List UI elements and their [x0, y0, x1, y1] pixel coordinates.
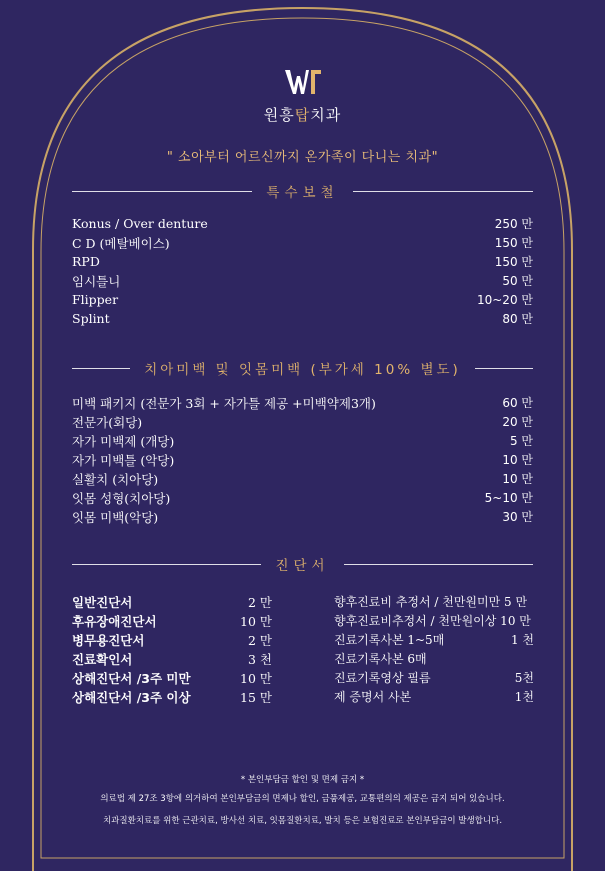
item-price: 1천: [514, 690, 534, 704]
item-name: 향후진료비 추정서 / 천만원미만 5 만: [334, 595, 528, 609]
clinic-name-part1: 원흥: [263, 106, 295, 124]
divider-line: [72, 368, 130, 369]
item-price: 10~20 만: [476, 293, 533, 307]
item-price: 80 만: [502, 312, 533, 326]
item-price: 250 만: [494, 217, 533, 231]
section-header-certificates: [72, 554, 533, 574]
price-row: [72, 687, 272, 706]
notice-text: 의료법 제 27조 3항에 의거하여 본인부담금의 면제나 할인, 금품제공, 교통편의의 제공은 금지 되어 있습니다.: [100, 794, 505, 804]
item-price: 2 만: [247, 594, 272, 610]
clinic-name-part3: 치과: [310, 106, 342, 124]
section-title: 진단서: [275, 558, 330, 574]
price-row: [72, 450, 533, 469]
item-name: 미백 패키지 (전문가 3회 + 자가틀 제공 +미백약제3개): [72, 395, 376, 411]
price-row: [72, 309, 533, 328]
item-name: 임시틀니: [72, 273, 121, 289]
item-name: 실활치 (치아당): [72, 471, 159, 487]
item-price: 30 만: [502, 510, 533, 524]
item-price: 5 만: [509, 434, 533, 448]
item-price: 5천: [514, 671, 534, 685]
price-row: [334, 611, 534, 630]
item-price: 50 만: [502, 274, 533, 288]
price-row: [72, 611, 272, 630]
item-price: 5~10 만: [484, 491, 533, 505]
divider-line: [353, 191, 533, 192]
item-price: 10 만: [240, 670, 272, 686]
item-price: 3 천: [247, 651, 272, 667]
item-name: 자가 미백틀 (악당): [72, 452, 175, 468]
price-row: [334, 687, 534, 706]
price-list-prosthetics: [72, 214, 533, 328]
item-name: 후유장애진단서: [72, 613, 157, 629]
clinic-name: [0, 104, 605, 125]
item-price: 10 만: [502, 453, 533, 467]
divider-line: [344, 564, 533, 565]
price-row: [72, 431, 533, 450]
item-name: 일반진단서: [72, 594, 133, 610]
certificate-list-right: [334, 592, 534, 706]
notice-text: 치과질환치료를 위한 근관치료, 방사선 치료, 잇몸질환치료, 발치 등은 보험진료로 본인부담금이 발생합니다.: [102, 816, 503, 826]
item-name: Flipper: [72, 292, 119, 307]
price-row: [72, 668, 272, 687]
price-row: [72, 271, 533, 290]
item-name: 병무용진단서: [72, 632, 145, 648]
section-title: 치아미백 및 잇몸미백 (부가세 10% 별도): [144, 362, 461, 378]
item-price: 60 만: [502, 396, 533, 410]
divider-line: [72, 191, 252, 192]
price-row: [334, 649, 534, 668]
certificate-list-left: [72, 592, 272, 706]
logo-mark-icon: [285, 70, 321, 94]
item-price: 150 만: [494, 255, 533, 269]
clinic-logo: [0, 70, 605, 125]
price-row: [72, 233, 533, 252]
notice-heading: * 본인부담금 할인 및 면제 금지 *: [240, 775, 365, 785]
price-row: [72, 214, 533, 233]
item-price: 10 만: [240, 613, 272, 629]
section-header-whitening: [72, 358, 533, 378]
price-list-whitening: [72, 393, 533, 526]
clinic-name-part2: 탑: [294, 106, 311, 124]
item-name: 진료기록사본 6매: [334, 652, 427, 666]
item-price: 10 만: [502, 472, 533, 486]
price-row: [334, 592, 534, 611]
price-row: [334, 668, 534, 687]
tagline: " 소아부터 어르신까지 온가족이 다니는 치과": [166, 150, 439, 165]
item-name: 진료기록영상 필름: [334, 671, 431, 685]
price-row: [72, 488, 533, 507]
price-row: [72, 649, 272, 668]
price-row: [72, 393, 533, 412]
item-name: 제 증명서 사본: [334, 690, 412, 704]
item-name: RPD: [72, 254, 100, 269]
price-row: [72, 252, 533, 271]
item-name: C D (메탈베이스): [72, 235, 170, 251]
item-name: 진료확인서: [72, 651, 133, 667]
item-price: 1 천: [510, 633, 534, 647]
item-price: 15 만: [240, 689, 272, 705]
price-row: [72, 592, 272, 611]
item-name: Konus / Over denture: [72, 216, 208, 231]
price-row: [72, 507, 533, 526]
divider-line: [475, 368, 533, 369]
item-name: 상해진단서 /3주 이상: [72, 689, 191, 705]
price-row: [334, 630, 534, 649]
price-row: [72, 630, 272, 649]
footer-notes: [0, 772, 605, 832]
item-name: Splint: [72, 311, 110, 326]
item-price: 150 만: [494, 236, 533, 250]
price-row: [72, 290, 533, 309]
item-name: 자가 미백제 (개당): [72, 433, 175, 449]
item-name: 향후진료비추정서 / 천만원이상 10 만: [334, 614, 531, 628]
item-price: 2 만: [247, 632, 272, 648]
item-name: 상해진단서 /3주 미만: [72, 670, 191, 686]
divider-line: [72, 564, 261, 565]
section-header-prosthetics: [72, 181, 533, 201]
item-name: 진료기록사본 1~5매: [334, 633, 445, 647]
price-row: [72, 469, 533, 488]
item-price: 20 만: [502, 415, 533, 429]
item-name: 전문가(회당): [72, 414, 143, 430]
item-name: 잇몸 성형(치아당): [72, 490, 171, 506]
section-title: 특수보철: [266, 185, 339, 201]
item-name: 잇몸 미백(악당): [72, 509, 159, 525]
price-row: [72, 412, 533, 431]
